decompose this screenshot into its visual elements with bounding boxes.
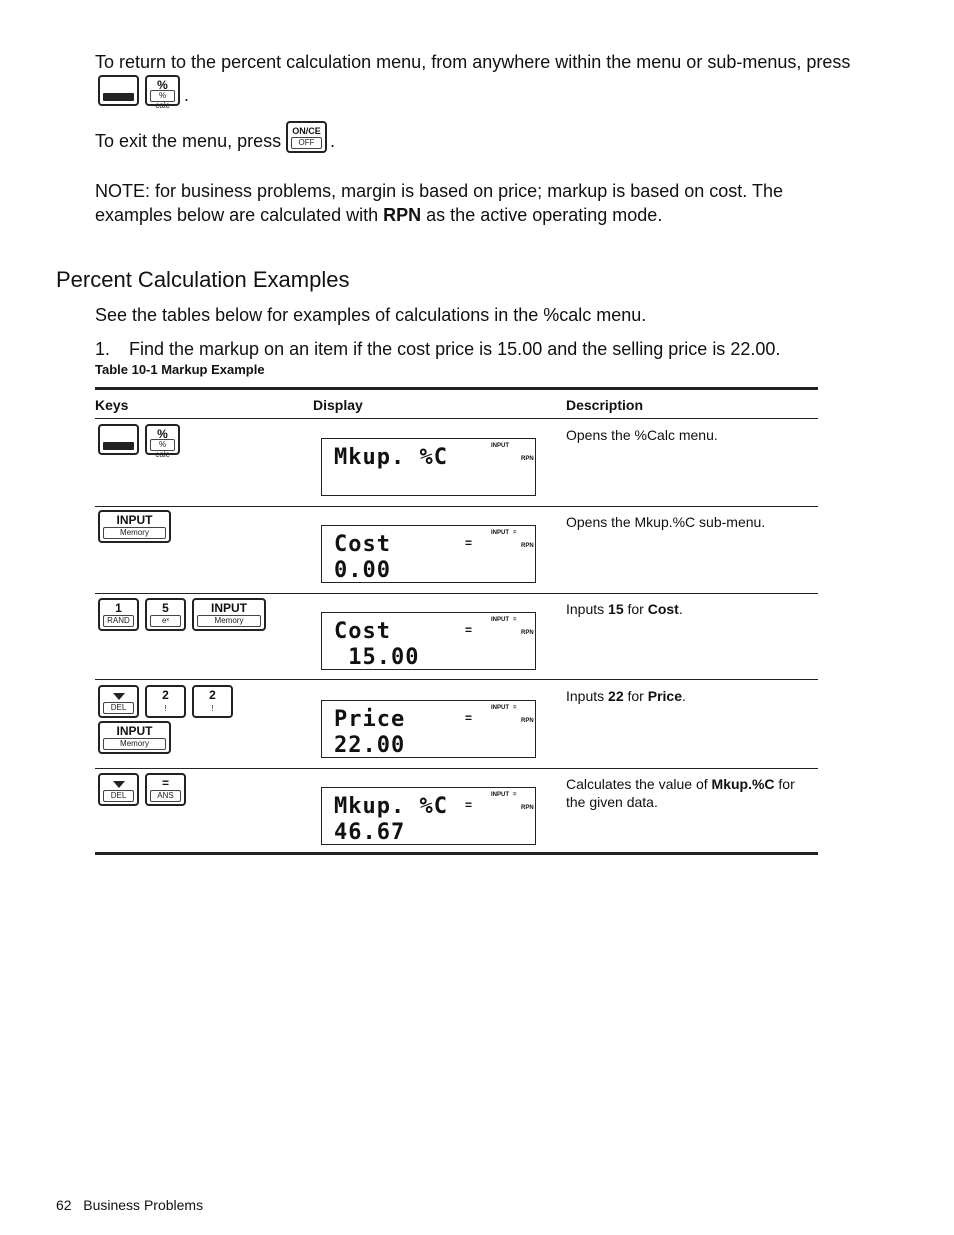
- key-top-label: INPUT: [116, 513, 153, 527]
- lcd-line-2: 46.67: [334, 820, 406, 845]
- return-suffix: .: [184, 85, 190, 105]
- key-bottom-label: DEL: [103, 790, 134, 802]
- section-heading: Percent Calculation Examples: [56, 267, 350, 292]
- page-footer: [56, 1197, 203, 1213]
- shift-bar: [103, 442, 134, 450]
- desc-text: Inputs: [566, 688, 609, 704]
- key-bottom-label: ANS: [150, 790, 181, 802]
- lcd-rpn-annunciator: RPN: [521, 543, 534, 549]
- down-arrow-icon: [113, 781, 125, 788]
- note-line-1: NOTE: for business problems, margin is based on price; markup is based on cost. The: [95, 181, 783, 201]
- key-bottom-label: Memory: [103, 738, 166, 750]
- lcd-display: [321, 612, 536, 670]
- item-text: Find the markup on an item if the cost price is 15.00 and the selling price is 22.00.: [129, 339, 781, 359]
- lcd-equals: =: [465, 623, 473, 637]
- equals-key[interactable]: [145, 773, 186, 806]
- percent-calc-key[interactable]: [145, 75, 180, 110]
- return-instruction: [95, 50, 855, 74]
- lcd-rpn-annunciator: RPN: [521, 718, 534, 724]
- row-description: [566, 775, 814, 811]
- desc-text: Calculates the value of: [566, 776, 712, 792]
- lcd-input-annunciator: INPUT: [491, 530, 509, 536]
- lcd-line-1: Mkup. %C: [334, 445, 448, 470]
- note-text: as the active operating mode.: [421, 205, 663, 225]
- key-top-label: 5: [162, 601, 169, 615]
- five-key[interactable]: [145, 598, 186, 631]
- key-top-label: %: [157, 427, 168, 441]
- two-key[interactable]: [192, 685, 233, 718]
- row-rule: [95, 506, 818, 507]
- lcd-eq-annunciator: =: [513, 705, 517, 711]
- note-rpn: RPN: [383, 205, 422, 225]
- lcd-line-1: Cost: [334, 619, 391, 644]
- desc-text: .: [678, 601, 683, 617]
- exit-suffix: .: [330, 131, 336, 151]
- header-display: Display: [313, 397, 363, 413]
- key-top-label: 2: [162, 688, 169, 702]
- desc-value: 22: [608, 688, 624, 704]
- section-lead: See the tables below for examples of calculations in the %calc menu.: [95, 305, 647, 325]
- item-number: 1.: [95, 339, 111, 359]
- down-arrow-key[interactable]: [98, 685, 139, 718]
- row-rule: [95, 679, 818, 680]
- desc-variable: Cost: [647, 601, 679, 617]
- desc-value: 15: [608, 601, 624, 617]
- row-description: [566, 600, 814, 618]
- table-bottom-rule: [95, 852, 818, 855]
- note-paragraph: [95, 179, 835, 227]
- key-top-label: %: [157, 78, 168, 92]
- lcd-rpn-annunciator: RPN: [521, 630, 534, 636]
- return-text: To return to the percent calculation menu, from anywhere within the menu or sub-menus, press: [95, 52, 851, 72]
- row-description: Opens the %Calc menu.: [566, 427, 718, 443]
- shift-key[interactable]: [98, 75, 139, 106]
- key-top-label: ON/CE: [292, 126, 321, 136]
- input-key[interactable]: [192, 598, 266, 631]
- row-rule: [95, 593, 818, 594]
- two-key[interactable]: [145, 685, 186, 718]
- lcd-line-1: Price: [334, 707, 406, 732]
- desc-text: for: [623, 601, 648, 617]
- percent-calc-key[interactable]: [145, 424, 180, 459]
- lcd-rpn-annunciator: RPN: [521, 805, 534, 811]
- exit-text: To exit the menu, press: [95, 131, 282, 151]
- key-bottom-label: !: [211, 704, 214, 713]
- desc-variable: Price: [647, 688, 682, 704]
- key-bottom-label: % calc: [150, 439, 175, 451]
- key-top-label: INPUT: [211, 601, 247, 615]
- key-bottom-label: Memory: [197, 615, 261, 627]
- key-bottom-label: DEL: [103, 702, 134, 714]
- lcd-input-annunciator: INPUT: [491, 617, 509, 623]
- key-top-label: 1: [115, 601, 122, 615]
- lcd-equals: =: [465, 536, 473, 550]
- row-description: [566, 687, 814, 705]
- key-bottom-label: eˣ: [150, 615, 181, 627]
- key-bottom-label: % calc: [150, 90, 175, 102]
- shift-key[interactable]: [98, 424, 139, 455]
- desc-variable: Mkup.%C: [711, 776, 775, 792]
- note-line-2: [95, 203, 835, 227]
- lcd-line-2: 0.00: [334, 558, 391, 583]
- lcd-eq-annunciator: =: [513, 617, 517, 623]
- lcd-line-1: Mkup. %C: [334, 794, 448, 819]
- row-description: Opens the Mkup.%C sub-menu.: [566, 514, 766, 530]
- lcd-equals: =: [465, 711, 473, 725]
- lcd-input-annunciator: INPUT: [491, 705, 509, 711]
- on-ce-key[interactable]: [286, 121, 327, 153]
- key-bottom-label: RAND: [103, 615, 134, 627]
- page-number: 62: [56, 1197, 72, 1213]
- lcd-eq-annunciator: =: [513, 530, 517, 536]
- note-text: examples below are calculated with: [95, 205, 384, 225]
- desc-text: .: [681, 688, 686, 704]
- header-rule: [95, 418, 818, 419]
- key-top-label: 2: [209, 688, 216, 702]
- lcd-input-annunciator: INPUT: [491, 792, 509, 798]
- table-caption: Table 10-1 Markup Example: [95, 362, 265, 377]
- shift-bar: [103, 93, 134, 101]
- key-bottom-label: Memory: [103, 527, 166, 539]
- lcd-display: [321, 438, 536, 496]
- lcd-rpn-annunciator: RPN: [521, 456, 534, 462]
- input-key[interactable]: [98, 721, 171, 754]
- header-keys: Keys: [95, 397, 129, 413]
- key-top-label: INPUT: [116, 724, 153, 738]
- lcd-display: [321, 525, 536, 583]
- one-key[interactable]: [98, 598, 139, 631]
- lcd-line-2: 15.00: [334, 645, 420, 670]
- lcd-display: [321, 700, 536, 758]
- desc-text: for the given data.: [566, 776, 795, 810]
- lcd-display: [321, 787, 536, 845]
- row-rule: [95, 768, 818, 769]
- table-top-rule: [95, 387, 818, 390]
- lcd-eq-annunciator: =: [513, 792, 517, 798]
- desc-text: Inputs: [566, 601, 609, 617]
- lcd-line-1: Cost: [334, 532, 391, 557]
- key-bottom-label: !: [164, 704, 167, 713]
- lcd-line-2: 22.00: [334, 733, 406, 758]
- input-key[interactable]: [98, 510, 171, 543]
- lcd-input-annunciator: INPUT: [491, 443, 509, 449]
- desc-text: for: [623, 688, 648, 704]
- down-arrow-icon: [113, 693, 125, 700]
- chapter-name: Business Problems: [83, 1197, 204, 1213]
- key-top-label: =: [161, 776, 169, 790]
- down-arrow-key[interactable]: [98, 773, 139, 806]
- lcd-equals: =: [465, 798, 473, 812]
- key-bottom-label: OFF: [291, 137, 322, 149]
- header-description: Description: [566, 397, 644, 413]
